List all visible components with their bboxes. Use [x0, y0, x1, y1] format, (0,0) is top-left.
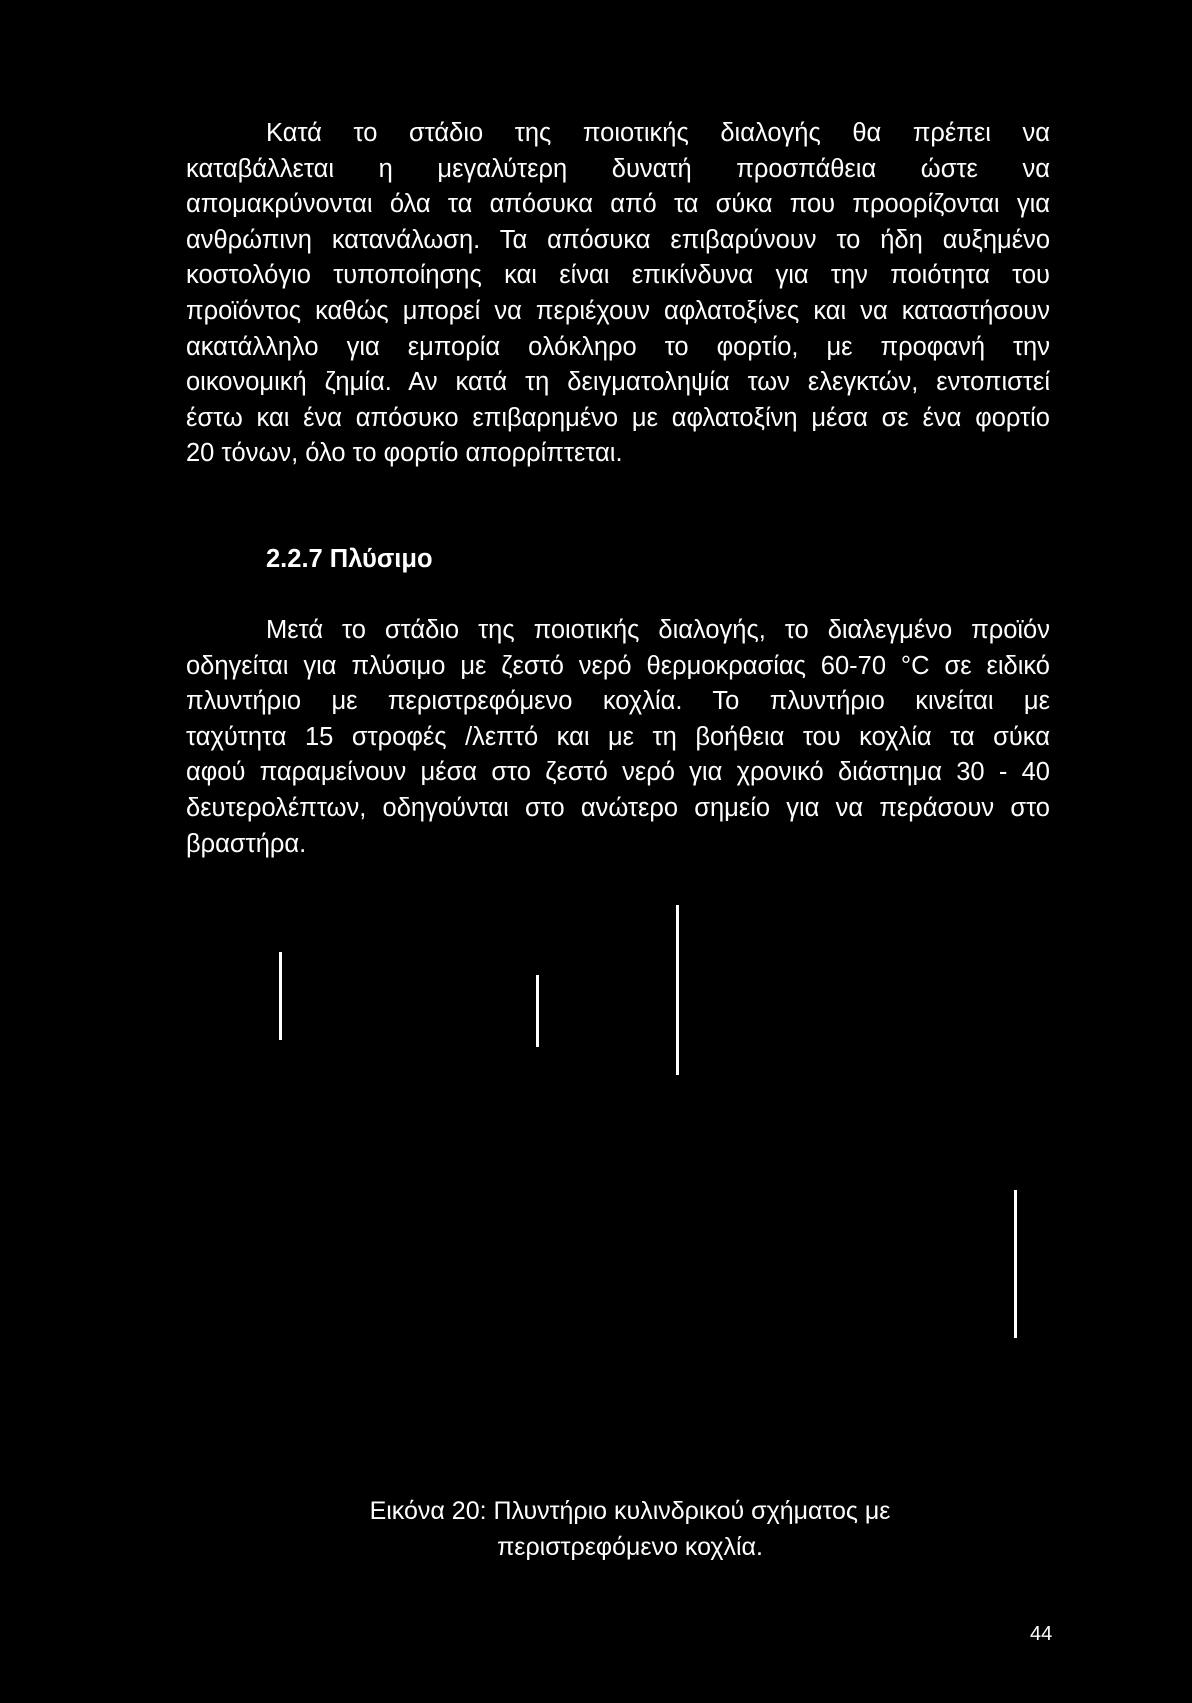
paragraph-washing [186, 613, 1050, 862]
paragraph-line: ακατάλληλο για εμπορία ολόκληρο το φορτίο, με προφανή την [186, 332, 1050, 361]
paragraph-line: Κατά το στάδιο της ποιοτικής διαλογής θα πρέπει να [266, 119, 1050, 147]
paragraph-line: 20 τόνων, όλο το φορτίο απορρίπτεται. [186, 439, 623, 468]
caption-line: περιστρεφόμενο κοχλία. [497, 1533, 763, 1561]
section-heading: 2.2.7 Πλύσιμο [266, 545, 433, 573]
paragraph-line: βραστήρα. [186, 829, 307, 858]
figure-mark [279, 952, 282, 1040]
paragraph-line: αφού παραμείνουν μέσα στο ζεστό νερό για χρονικό διάστημα 30 - 40 [186, 758, 1050, 787]
figure-caption [300, 1493, 960, 1565]
figure-mark [676, 905, 679, 1075]
paragraph-line: ανθρώπινη κατανάλωση. Τα απόσυκα επιβαρύνουν το ήδη αυξημένο [186, 225, 1050, 254]
paragraph-line: Μετά το στάδιο της ποιοτικής διαλογής, το διαλεγμένο προϊόν [266, 616, 1050, 644]
figure-mark [536, 975, 539, 1047]
paragraph-line: πλυντήριο με περιστρεφόμενο κοχλία. Το πλυντήριο κινείται με [186, 687, 1050, 716]
page-number: 44 [1030, 1623, 1053, 1645]
paragraph-sorting [186, 116, 1050, 472]
paragraph-line: καταβάλλεται η μεγαλύτερη δυνατή προσπάθεια ώστε να [186, 154, 1050, 183]
caption-line: Εικόνα 20: Πλυντήριο κυλινδρικού σχήματος με [369, 1497, 891, 1525]
paragraph-line: κοστολόγιο τυποποίησης και είναι επικίνδυνα για την ποιότητα του [186, 261, 1050, 290]
paragraph-line: απομακρύνονται όλα τα απόσυκα από τα σύκα που προορίζονται για [186, 190, 1050, 219]
paragraph-line: οδηγείται για πλύσιμο με ζεστό νερό θερμοκρασίας 60-70 °C σε ειδικό [186, 651, 1050, 680]
paragraph-line: έστω και ένα απόσυκο επιβαρημένο με αφλατοξίνη μέσα σε ένα φορτίο [186, 403, 1050, 432]
paragraph-line: προϊόντος καθώς μπορεί να περιέχουν αφλατοξίνες και να καταστήσουν [186, 296, 1050, 325]
paragraph-line: ταχύτητα 15 στροφές /λεπτό και με τη βοήθεια του κοχλία τα σύκα [186, 722, 1050, 751]
paragraph-line: δευτερολέπτων, οδηγούνται στο ανώτερο σημείο για να περάσουν στο [186, 793, 1050, 822]
figure-mark [1014, 1190, 1017, 1338]
paragraph-line: οικονομική ζημία. Αν κατά τη δειγματοληψία των ελεγκτών, εντοπιστεί [186, 368, 1050, 397]
